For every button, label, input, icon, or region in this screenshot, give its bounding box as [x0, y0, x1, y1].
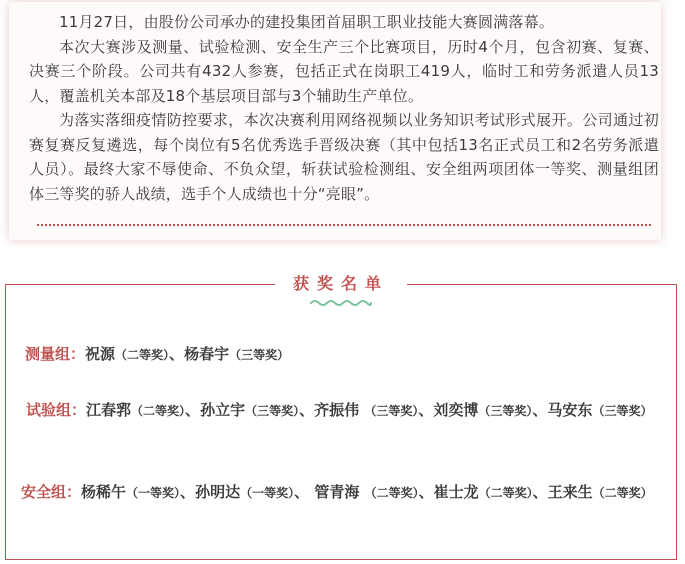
award-group-safety	[6, 479, 654, 506]
winner-prize: （二等奖）	[592, 486, 653, 500]
winner-name: 江春郛	[86, 401, 132, 419]
winner-sep: 、	[299, 401, 315, 419]
winner-sep: 、	[185, 401, 201, 419]
group-label: 试验组：	[26, 401, 87, 419]
group-label: 安全组：	[21, 483, 82, 501]
wave-icon	[309, 298, 373, 308]
intro-card	[9, 2, 661, 240]
winner-sep: 、	[180, 483, 196, 501]
winner-sep: 、	[532, 401, 548, 419]
winner-name: 祝源	[85, 345, 116, 363]
winner-sep: 、	[532, 483, 548, 501]
awards-box	[5, 284, 677, 560]
winner-prize: （一等奖）	[240, 486, 295, 500]
winner-prize: （二等奖）	[131, 404, 186, 418]
winner-name: 王来生	[547, 483, 593, 501]
winner-name: 孙立宇	[200, 401, 246, 419]
winner-prize: （三等奖）	[229, 348, 290, 362]
winner-sep: 、	[294, 483, 315, 501]
winner-prize: （三等奖）	[245, 404, 300, 418]
winner-name: 刘奕博	[433, 401, 479, 419]
winner-sep: 、	[418, 483, 434, 501]
winner-name: 崔士龙	[433, 483, 479, 501]
winner-prize: （三等奖）	[592, 404, 653, 418]
winner-prize: （一等奖）	[126, 486, 181, 500]
winner-name: 管青海	[314, 483, 365, 501]
winner-prize: （三等奖）	[478, 404, 533, 418]
winner-prize: （二等奖）	[364, 486, 419, 500]
award-group-survey	[6, 341, 654, 368]
winner-sep: 、	[418, 401, 434, 419]
group-label: 测量组：	[25, 345, 86, 363]
intro-paragraph-1: 11月27日，由股份公司承办的建投集团首届职工职业技能大赛圆满落幕。	[59, 13, 554, 31]
awards-title-block	[275, 270, 407, 310]
intro-paragraph-3: 为落实落细疫情防控要求，本次决赛利用网络视频以业务知识考试形式展开。公司通过初赛复赛反复遴选，每个岗位有5名优秀选手晋级决赛（其中包括13名正式员工和2名劳务派遣人员）。最终大家不辱使命、不负众望，斩获试验检测组、安全组两项团体一等奖、测量组团体三等奖的骄人战绩，选手个人成绩也十分“亮眼”。	[29, 111, 659, 203]
winner-name: 孙明达	[195, 483, 241, 501]
dotted-divider	[37, 224, 651, 226]
winner-prize: （三等奖）	[364, 404, 419, 418]
intro-text	[29, 10, 659, 206]
winner-name: 齐振伟	[314, 401, 365, 419]
winner-name: 杨稀午	[81, 483, 127, 501]
winner-name: 马安东	[547, 401, 593, 419]
awards-title: 获奖名单	[292, 274, 389, 293]
award-group-test	[6, 397, 654, 424]
intro-paragraph-2: 本次大赛涉及测量、试验检测、安全生产三个比赛项目，历时4个月，包含初赛、复赛、决赛三个阶段。公司共有432人参赛，包括正式在岗职工419人，临时工和劳务派遣人员13人，覆盖机关本部及18个基层项目部与3个辅助生产单位。	[29, 37, 659, 105]
winner-name: 杨春宇	[184, 345, 230, 363]
winner-sep: 、	[169, 345, 185, 363]
winner-prize: （二等奖）	[115, 348, 170, 362]
winner-prize: （二等奖）	[478, 486, 533, 500]
